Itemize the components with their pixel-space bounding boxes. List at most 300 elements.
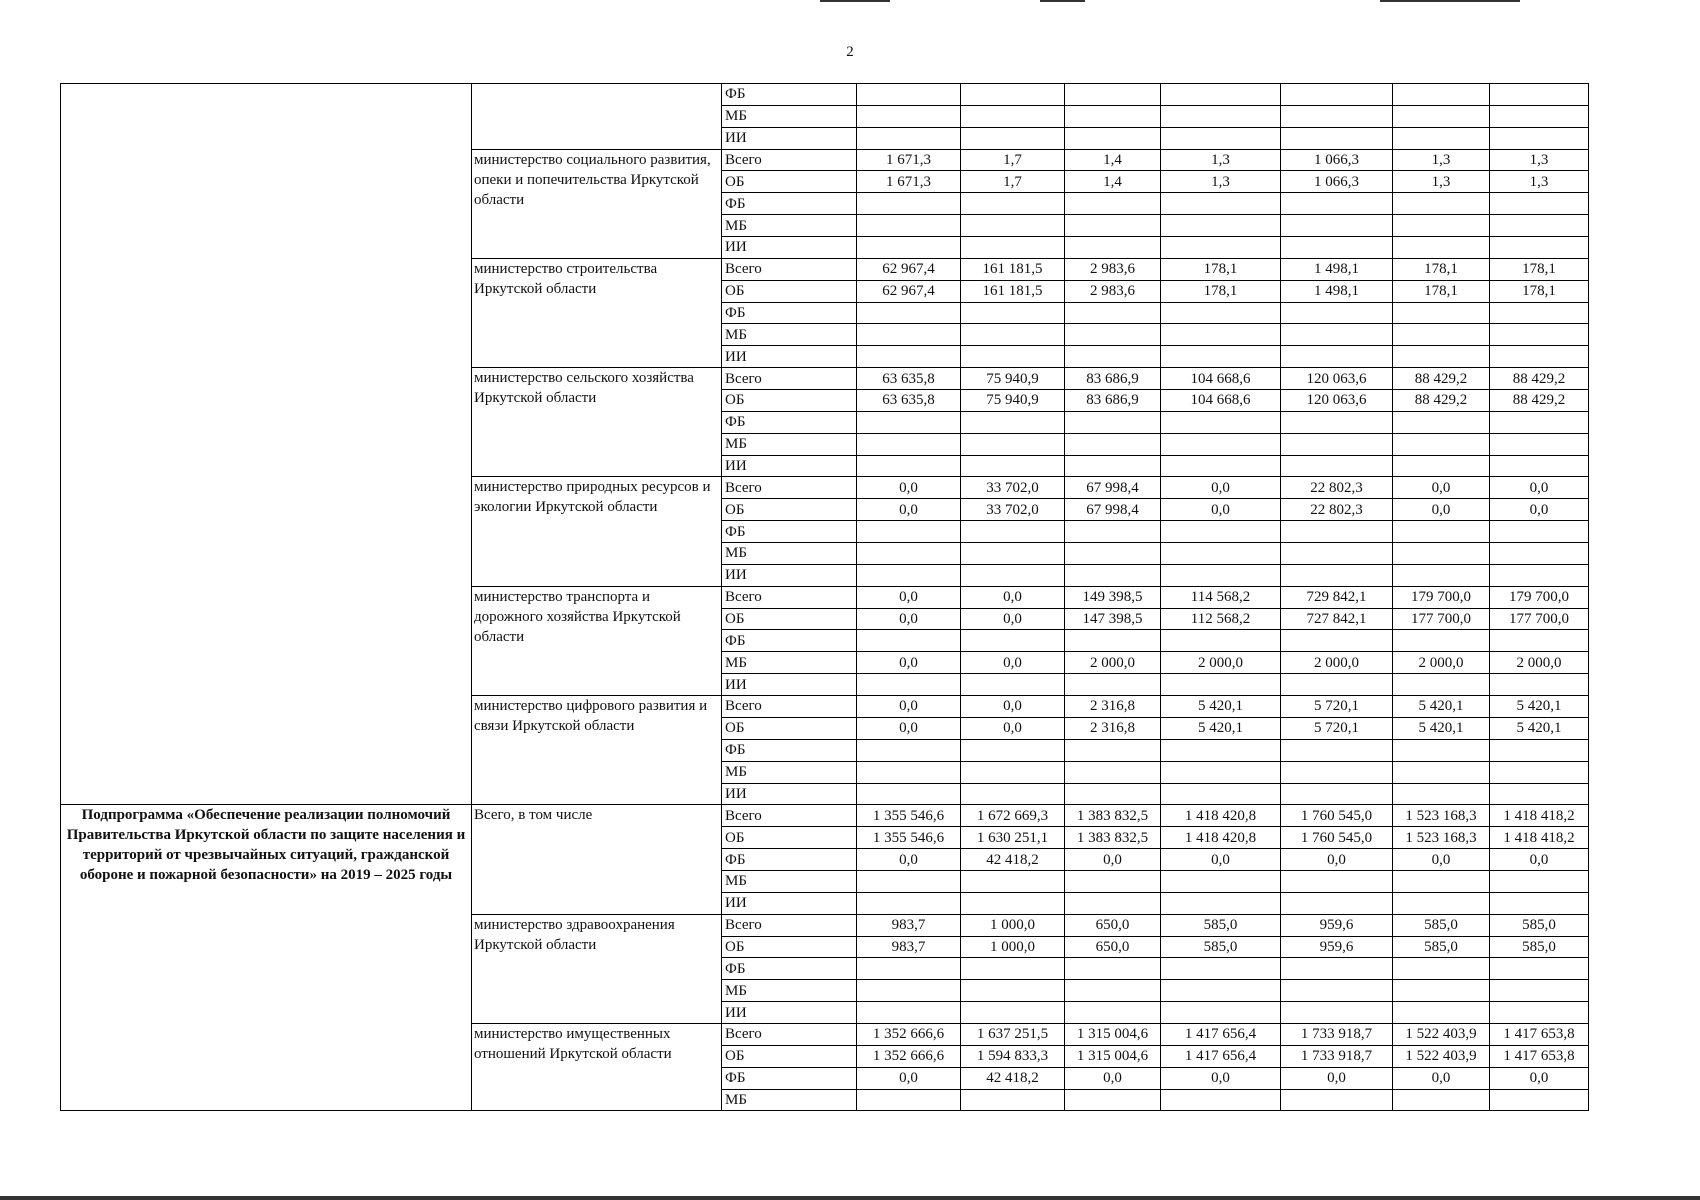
amount-cell bbox=[1065, 521, 1161, 543]
amount-cell bbox=[1281, 455, 1393, 477]
program-name-cell bbox=[61, 84, 472, 805]
amount-cell bbox=[1065, 630, 1161, 652]
amount-cell bbox=[857, 346, 961, 368]
amount-cell: 75 940,9 bbox=[961, 368, 1065, 390]
amount-cell: 1 352 666,6 bbox=[857, 1045, 961, 1067]
amount-cell: 62 967,4 bbox=[857, 258, 961, 280]
amount-cell bbox=[1161, 324, 1281, 346]
amount-cell: 0,0 bbox=[1161, 477, 1281, 499]
amount-cell bbox=[1161, 193, 1281, 215]
funding-source-cell: ФБ bbox=[722, 739, 857, 761]
amount-cell bbox=[961, 739, 1065, 761]
amount-cell: 2 000,0 bbox=[1281, 652, 1393, 674]
funding-source-cell: ФБ bbox=[722, 84, 857, 106]
amount-cell bbox=[1065, 105, 1161, 127]
amount-cell bbox=[1161, 564, 1281, 586]
funding-source-cell: МБ bbox=[722, 1089, 857, 1111]
amount-cell bbox=[1393, 433, 1490, 455]
executor-name-cell: министерство природных ресурсов и экологии Иркутской области bbox=[472, 477, 722, 586]
amount-cell: 1,4 bbox=[1065, 149, 1161, 171]
amount-cell: 0,0 bbox=[1490, 1067, 1589, 1089]
amount-cell bbox=[1065, 433, 1161, 455]
funding-source-cell: ФБ bbox=[722, 630, 857, 652]
amount-cell: 585,0 bbox=[1490, 914, 1589, 936]
amount-cell: 0,0 bbox=[1393, 499, 1490, 521]
amount-cell bbox=[857, 630, 961, 652]
amount-cell bbox=[1161, 1002, 1281, 1024]
amount-cell bbox=[1281, 84, 1393, 106]
amount-cell: 22 802,3 bbox=[1281, 477, 1393, 499]
amount-cell bbox=[1161, 870, 1281, 892]
amount-cell: 1 315 004,6 bbox=[1065, 1045, 1161, 1067]
amount-cell: 2 983,6 bbox=[1065, 280, 1161, 302]
budget-table bbox=[60, 83, 1589, 1111]
amount-cell: 5 420,1 bbox=[1490, 696, 1589, 718]
amount-cell: 1 418 418,2 bbox=[1490, 805, 1589, 827]
amount-cell bbox=[1490, 105, 1589, 127]
amount-cell: 727 842,1 bbox=[1281, 608, 1393, 630]
amount-cell bbox=[1065, 193, 1161, 215]
amount-cell bbox=[857, 433, 961, 455]
amount-cell: 22 802,3 bbox=[1281, 499, 1393, 521]
amount-cell: 1 522 403,9 bbox=[1393, 1045, 1490, 1067]
amount-cell: 83 686,9 bbox=[1065, 368, 1161, 390]
amount-cell bbox=[1065, 455, 1161, 477]
amount-cell bbox=[857, 1002, 961, 1024]
amount-cell bbox=[961, 455, 1065, 477]
amount-cell: 0,0 bbox=[857, 696, 961, 718]
amount-cell: 0,0 bbox=[1161, 499, 1281, 521]
amount-cell: 650,0 bbox=[1065, 914, 1161, 936]
amount-cell bbox=[1393, 84, 1490, 106]
amount-cell bbox=[1393, 521, 1490, 543]
amount-cell: 0,0 bbox=[1065, 1067, 1161, 1089]
amount-cell bbox=[1161, 630, 1281, 652]
executor-name-cell: министерство имущественных отношений Иркутской области bbox=[472, 1023, 722, 1110]
amount-cell bbox=[1393, 739, 1490, 761]
amount-cell: 1 066,3 bbox=[1281, 149, 1393, 171]
funding-source-cell: ФБ bbox=[722, 958, 857, 980]
amount-cell: 0,0 bbox=[1281, 1067, 1393, 1089]
amount-cell bbox=[857, 892, 961, 914]
amount-cell bbox=[1393, 193, 1490, 215]
amount-cell bbox=[1393, 564, 1490, 586]
amount-cell bbox=[1065, 84, 1161, 106]
amount-cell: 1 418 420,8 bbox=[1161, 827, 1281, 849]
program-name-cell: Подпрограмма «Обеспечение реализации полномочий Правительства Иркутской области по защите населения и территорий от чрезвычайных ситуаций, гражданской обороне и пожарной безопасности» на 2019 – 2025 годы bbox=[61, 805, 472, 1111]
amount-cell bbox=[1281, 105, 1393, 127]
amount-cell bbox=[1281, 324, 1393, 346]
amount-cell: 1,3 bbox=[1393, 149, 1490, 171]
amount-cell: 147 398,5 bbox=[1065, 608, 1161, 630]
amount-cell bbox=[1490, 84, 1589, 106]
amount-cell bbox=[1161, 237, 1281, 259]
amount-cell bbox=[1065, 783, 1161, 805]
executor-name-cell: министерство здравоохранения Иркутской области bbox=[472, 914, 722, 1023]
amount-cell bbox=[1393, 958, 1490, 980]
executor-name-cell: министерство строительства Иркутской области bbox=[472, 258, 722, 367]
amount-cell: 177 700,0 bbox=[1490, 608, 1589, 630]
amount-cell bbox=[1490, 1002, 1589, 1024]
amount-cell bbox=[857, 564, 961, 586]
amount-cell: 1 383 832,5 bbox=[1065, 827, 1161, 849]
amount-cell bbox=[1281, 543, 1393, 565]
amount-cell: 1 352 666,6 bbox=[857, 1023, 961, 1045]
amount-cell: 0,0 bbox=[1393, 849, 1490, 871]
funding-source-cell: Всего bbox=[722, 258, 857, 280]
amount-cell bbox=[1490, 958, 1589, 980]
amount-cell: 2 000,0 bbox=[1161, 652, 1281, 674]
amount-cell: 1 417 653,8 bbox=[1490, 1045, 1589, 1067]
amount-cell: 5 420,1 bbox=[1490, 717, 1589, 739]
funding-source-cell: МБ bbox=[722, 652, 857, 674]
amount-cell: 178,1 bbox=[1161, 258, 1281, 280]
funding-source-cell: ИИ bbox=[722, 1002, 857, 1024]
amount-cell: 1 498,1 bbox=[1281, 258, 1393, 280]
amount-cell: 0,0 bbox=[1161, 849, 1281, 871]
amount-cell bbox=[857, 127, 961, 149]
amount-cell bbox=[1065, 127, 1161, 149]
amount-cell bbox=[1393, 455, 1490, 477]
amount-cell bbox=[1065, 346, 1161, 368]
amount-cell bbox=[1281, 870, 1393, 892]
funding-source-cell: ФБ bbox=[722, 1067, 857, 1089]
amount-cell: 88 429,2 bbox=[1490, 390, 1589, 412]
amount-cell bbox=[1161, 958, 1281, 980]
funding-source-cell: ИИ bbox=[722, 127, 857, 149]
amount-cell bbox=[961, 980, 1065, 1002]
amount-cell bbox=[1065, 892, 1161, 914]
executor-name-cell: министерство социального развития, опеки и попечительства Иркутской области bbox=[472, 149, 722, 258]
amount-cell bbox=[1490, 630, 1589, 652]
amount-cell bbox=[1161, 455, 1281, 477]
amount-cell: 1 760 545,0 bbox=[1281, 827, 1393, 849]
amount-cell: 0,0 bbox=[1490, 499, 1589, 521]
amount-cell bbox=[1065, 543, 1161, 565]
amount-cell: 585,0 bbox=[1161, 914, 1281, 936]
amount-cell bbox=[857, 958, 961, 980]
amount-cell bbox=[1161, 127, 1281, 149]
funding-source-cell: МБ bbox=[722, 105, 857, 127]
amount-cell bbox=[857, 215, 961, 237]
amount-cell bbox=[1281, 980, 1393, 1002]
amount-cell bbox=[1281, 1002, 1393, 1024]
amount-cell bbox=[1490, 215, 1589, 237]
amount-cell: 178,1 bbox=[1161, 280, 1281, 302]
amount-cell bbox=[1490, 455, 1589, 477]
bottom-rule bbox=[0, 1196, 1700, 1200]
amount-cell bbox=[1393, 630, 1490, 652]
executor-name-cell: министерство транспорта и дорожного хозяйства Иркутской области bbox=[472, 586, 722, 695]
amount-cell: 1 418 418,2 bbox=[1490, 827, 1589, 849]
amount-cell: 104 668,6 bbox=[1161, 390, 1281, 412]
amount-cell bbox=[1490, 411, 1589, 433]
amount-cell: 1 417 656,4 bbox=[1161, 1045, 1281, 1067]
amount-cell: 0,0 bbox=[1393, 1067, 1490, 1089]
amount-cell: 0,0 bbox=[1281, 849, 1393, 871]
amount-cell: 1 637 251,5 bbox=[961, 1023, 1065, 1045]
amount-cell: 63 635,8 bbox=[857, 368, 961, 390]
amount-cell bbox=[857, 193, 961, 215]
amount-cell: 5 720,1 bbox=[1281, 717, 1393, 739]
amount-cell bbox=[1281, 630, 1393, 652]
amount-cell bbox=[857, 105, 961, 127]
amount-cell bbox=[1281, 346, 1393, 368]
amount-cell: 161 181,5 bbox=[961, 258, 1065, 280]
amount-cell: 0,0 bbox=[857, 1067, 961, 1089]
amount-cell: 1,7 bbox=[961, 171, 1065, 193]
funding-source-cell: Всего bbox=[722, 368, 857, 390]
amount-cell bbox=[1393, 543, 1490, 565]
amount-cell: 5 420,1 bbox=[1393, 696, 1490, 718]
amount-cell: 585,0 bbox=[1393, 914, 1490, 936]
page-number: 2 bbox=[846, 44, 854, 60]
amount-cell: 1 733 918,7 bbox=[1281, 1045, 1393, 1067]
funding-source-cell: ОБ bbox=[722, 171, 857, 193]
amount-cell bbox=[1281, 215, 1393, 237]
amount-cell: 2 983,6 bbox=[1065, 258, 1161, 280]
amount-cell bbox=[1161, 411, 1281, 433]
amount-cell: 42 418,2 bbox=[961, 1067, 1065, 1089]
funding-source-cell: ИИ bbox=[722, 237, 857, 259]
amount-cell bbox=[1161, 739, 1281, 761]
funding-source-cell: Всего bbox=[722, 477, 857, 499]
amount-cell bbox=[961, 127, 1065, 149]
funding-source-cell: МБ bbox=[722, 870, 857, 892]
amount-cell: 0,0 bbox=[961, 652, 1065, 674]
amount-cell: 179 700,0 bbox=[1490, 586, 1589, 608]
amount-cell bbox=[1490, 1089, 1589, 1111]
amount-cell: 104 668,6 bbox=[1161, 368, 1281, 390]
funding-source-cell: ОБ bbox=[722, 608, 857, 630]
amount-cell bbox=[961, 521, 1065, 543]
amount-cell bbox=[1161, 783, 1281, 805]
amount-cell: 88 429,2 bbox=[1393, 368, 1490, 390]
amount-cell bbox=[1065, 870, 1161, 892]
amount-cell: 177 700,0 bbox=[1393, 608, 1490, 630]
amount-cell bbox=[857, 302, 961, 324]
amount-cell: 5 420,1 bbox=[1161, 696, 1281, 718]
amount-cell: 1,3 bbox=[1161, 149, 1281, 171]
amount-cell bbox=[1490, 127, 1589, 149]
amount-cell bbox=[961, 543, 1065, 565]
funding-source-cell: МБ bbox=[722, 980, 857, 1002]
amount-cell bbox=[1065, 958, 1161, 980]
amount-cell bbox=[1161, 105, 1281, 127]
top-rule-3 bbox=[1380, 0, 1520, 2]
amount-cell bbox=[1393, 105, 1490, 127]
amount-cell bbox=[1490, 193, 1589, 215]
amount-cell: 0,0 bbox=[961, 608, 1065, 630]
amount-cell: 585,0 bbox=[1393, 936, 1490, 958]
amount-cell bbox=[1281, 302, 1393, 324]
amount-cell: 88 429,2 bbox=[1490, 368, 1589, 390]
amount-cell bbox=[1393, 237, 1490, 259]
amount-cell bbox=[961, 674, 1065, 696]
amount-cell bbox=[1065, 324, 1161, 346]
amount-cell: 1 355 546,6 bbox=[857, 827, 961, 849]
amount-cell: 114 568,2 bbox=[1161, 586, 1281, 608]
amount-cell bbox=[961, 411, 1065, 433]
amount-cell: 0,0 bbox=[857, 652, 961, 674]
amount-cell bbox=[1490, 237, 1589, 259]
funding-source-cell: Всего bbox=[722, 696, 857, 718]
amount-cell bbox=[1393, 215, 1490, 237]
amount-cell bbox=[1065, 564, 1161, 586]
amount-cell: 0,0 bbox=[961, 717, 1065, 739]
funding-source-cell: ОБ bbox=[722, 827, 857, 849]
amount-cell: 0,0 bbox=[961, 586, 1065, 608]
amount-cell bbox=[961, 630, 1065, 652]
amount-cell: 0,0 bbox=[857, 477, 961, 499]
amount-cell bbox=[1393, 127, 1490, 149]
amount-cell bbox=[1281, 958, 1393, 980]
table-row bbox=[61, 84, 1589, 106]
top-rule-2 bbox=[1040, 0, 1085, 2]
amount-cell bbox=[1161, 521, 1281, 543]
funding-source-cell: Всего bbox=[722, 586, 857, 608]
amount-cell: 650,0 bbox=[1065, 936, 1161, 958]
amount-cell bbox=[1281, 1089, 1393, 1111]
amount-cell: 149 398,5 bbox=[1065, 586, 1161, 608]
amount-cell bbox=[961, 1002, 1065, 1024]
amount-cell bbox=[1161, 674, 1281, 696]
amount-cell bbox=[961, 870, 1065, 892]
amount-cell: 62 967,4 bbox=[857, 280, 961, 302]
amount-cell bbox=[961, 105, 1065, 127]
amount-cell bbox=[1393, 783, 1490, 805]
amount-cell bbox=[1393, 892, 1490, 914]
amount-cell bbox=[961, 1089, 1065, 1111]
amount-cell bbox=[961, 302, 1065, 324]
amount-cell: 178,1 bbox=[1490, 258, 1589, 280]
amount-cell bbox=[1490, 761, 1589, 783]
amount-cell bbox=[1065, 215, 1161, 237]
amount-cell: 1,4 bbox=[1065, 171, 1161, 193]
amount-cell: 161 181,5 bbox=[961, 280, 1065, 302]
funding-source-cell: МБ bbox=[722, 433, 857, 455]
amount-cell: 0,0 bbox=[857, 499, 961, 521]
amount-cell: 983,7 bbox=[857, 936, 961, 958]
amount-cell bbox=[1161, 892, 1281, 914]
funding-source-cell: ФБ bbox=[722, 411, 857, 433]
funding-source-cell: ФБ bbox=[722, 521, 857, 543]
amount-cell bbox=[1490, 564, 1589, 586]
amount-cell: 0,0 bbox=[1393, 477, 1490, 499]
amount-cell bbox=[857, 739, 961, 761]
amount-cell bbox=[961, 783, 1065, 805]
amount-cell: 1 417 653,8 bbox=[1490, 1023, 1589, 1045]
amount-cell: 5 720,1 bbox=[1281, 696, 1393, 718]
amount-cell: 67 998,4 bbox=[1065, 477, 1161, 499]
amount-cell bbox=[1065, 980, 1161, 1002]
amount-cell: 0,0 bbox=[1065, 849, 1161, 871]
amount-cell: 1 417 656,4 bbox=[1161, 1023, 1281, 1045]
funding-source-cell: Всего bbox=[722, 914, 857, 936]
amount-cell bbox=[857, 324, 961, 346]
amount-cell bbox=[1490, 980, 1589, 1002]
amount-cell: 33 702,0 bbox=[961, 499, 1065, 521]
amount-cell: 178,1 bbox=[1393, 258, 1490, 280]
amount-cell bbox=[1065, 739, 1161, 761]
amount-cell bbox=[857, 870, 961, 892]
amount-cell bbox=[961, 237, 1065, 259]
amount-cell: 0,0 bbox=[857, 717, 961, 739]
amount-cell bbox=[1161, 980, 1281, 1002]
amount-cell bbox=[857, 783, 961, 805]
amount-cell: 1 066,3 bbox=[1281, 171, 1393, 193]
amount-cell bbox=[961, 346, 1065, 368]
amount-cell bbox=[961, 84, 1065, 106]
amount-cell bbox=[961, 958, 1065, 980]
amount-cell: 1,3 bbox=[1161, 171, 1281, 193]
amount-cell: 1,3 bbox=[1393, 171, 1490, 193]
funding-source-cell: МБ bbox=[722, 543, 857, 565]
funding-source-cell: МБ bbox=[722, 761, 857, 783]
funding-source-cell: ОБ bbox=[722, 1045, 857, 1067]
amount-cell bbox=[1281, 521, 1393, 543]
amount-cell bbox=[1490, 346, 1589, 368]
amount-cell bbox=[1281, 237, 1393, 259]
amount-cell: 1 000,0 bbox=[961, 914, 1065, 936]
amount-cell bbox=[857, 980, 961, 1002]
amount-cell bbox=[857, 237, 961, 259]
amount-cell: 75 940,9 bbox=[961, 390, 1065, 412]
amount-cell: 2 000,0 bbox=[1490, 652, 1589, 674]
amount-cell bbox=[1393, 324, 1490, 346]
amount-cell bbox=[1490, 739, 1589, 761]
amount-cell: 1,7 bbox=[961, 149, 1065, 171]
amount-cell bbox=[961, 761, 1065, 783]
amount-cell bbox=[1161, 433, 1281, 455]
amount-cell bbox=[1065, 1089, 1161, 1111]
amount-cell bbox=[1490, 674, 1589, 696]
amount-cell: 1 672 669,3 bbox=[961, 805, 1065, 827]
amount-cell bbox=[1490, 543, 1589, 565]
funding-source-cell: ОБ bbox=[722, 499, 857, 521]
funding-source-cell: ОБ bbox=[722, 280, 857, 302]
amount-cell: 120 063,6 bbox=[1281, 390, 1393, 412]
amount-cell: 959,6 bbox=[1281, 936, 1393, 958]
funding-source-cell: ФБ bbox=[722, 849, 857, 871]
amount-cell bbox=[1281, 433, 1393, 455]
funding-source-cell: ОБ bbox=[722, 390, 857, 412]
amount-cell bbox=[857, 455, 961, 477]
amount-cell bbox=[857, 411, 961, 433]
amount-cell: 729 842,1 bbox=[1281, 586, 1393, 608]
amount-cell: 112 568,2 bbox=[1161, 608, 1281, 630]
funding-source-cell: ФБ bbox=[722, 193, 857, 215]
amount-cell bbox=[1281, 761, 1393, 783]
table-row bbox=[61, 805, 1589, 827]
amount-cell: 1 630 251,1 bbox=[961, 827, 1065, 849]
funding-source-cell: ИИ bbox=[722, 892, 857, 914]
amount-cell: 33 702,0 bbox=[961, 477, 1065, 499]
amount-cell: 1,3 bbox=[1490, 149, 1589, 171]
amount-cell bbox=[1065, 237, 1161, 259]
amount-cell bbox=[1065, 1002, 1161, 1024]
amount-cell: 0,0 bbox=[1490, 849, 1589, 871]
amount-cell: 120 063,6 bbox=[1281, 368, 1393, 390]
amount-cell bbox=[1281, 674, 1393, 696]
amount-cell bbox=[1065, 411, 1161, 433]
amount-cell: 42 418,2 bbox=[961, 849, 1065, 871]
funding-source-cell: ОБ bbox=[722, 717, 857, 739]
amount-cell: 0,0 bbox=[1490, 477, 1589, 499]
amount-cell bbox=[961, 433, 1065, 455]
amount-cell: 1 355 546,6 bbox=[857, 805, 961, 827]
amount-cell bbox=[1490, 324, 1589, 346]
